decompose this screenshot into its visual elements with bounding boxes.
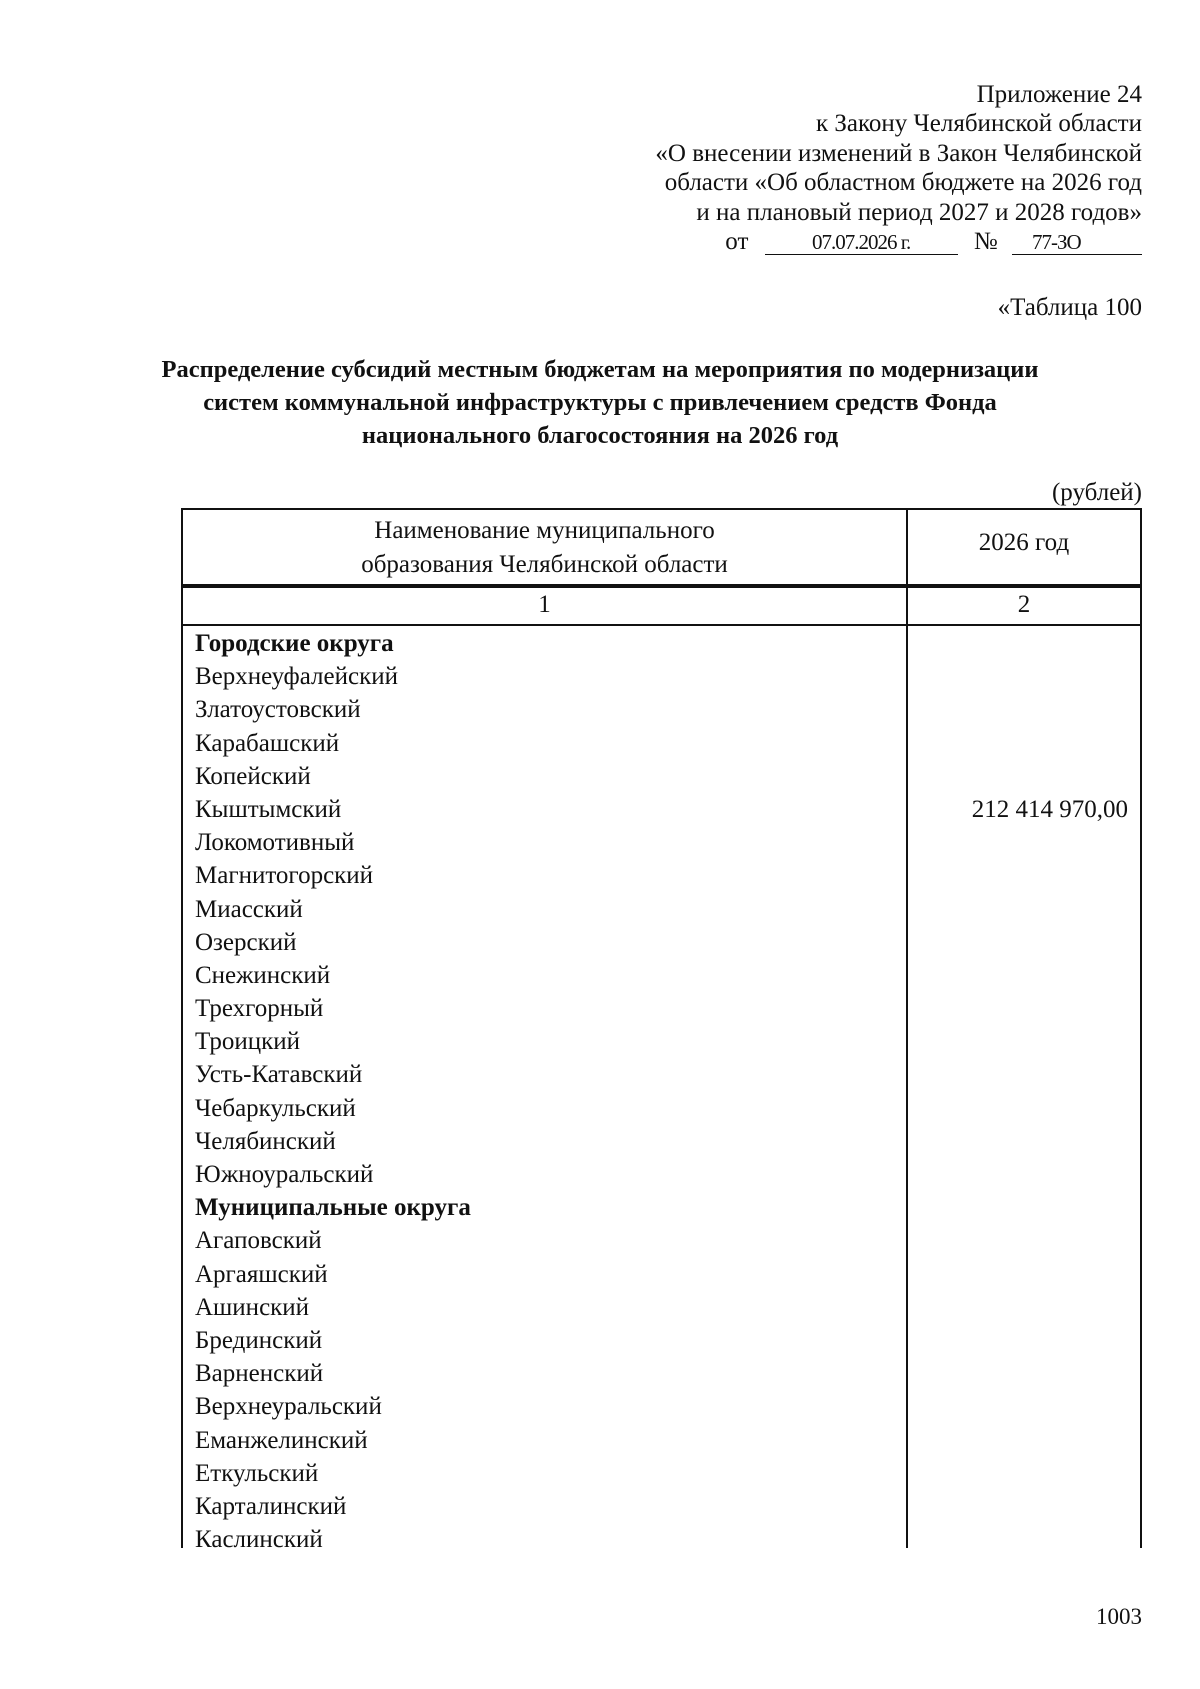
- table-row: Копейский: [195, 762, 311, 790]
- table-row: Аргаяшский: [195, 1260, 328, 1288]
- title-line: Распределение субсидий местным бюджетам на мероприятия по модернизации: [161, 356, 1039, 383]
- subsidy-table: [181, 508, 1142, 1554]
- title-line: систем коммунальной инфраструктуры с привлечением средств Фонда: [203, 389, 997, 416]
- table-row: Верхнеуральский: [195, 1393, 382, 1421]
- header-municipality: [183, 514, 906, 582]
- table-row: Ашинский: [195, 1293, 310, 1321]
- table-row: Чебаркульский: [195, 1094, 356, 1122]
- law-date: 07.07.2026 г.: [765, 230, 958, 255]
- appendix-line: к Закону Челябинской области: [816, 110, 1142, 138]
- table-row: Брединский: [195, 1326, 323, 1354]
- table-row: Еманжелинский: [195, 1426, 368, 1454]
- number-sign: №: [973, 228, 998, 256]
- table-row: Карабашский: [195, 729, 340, 757]
- table-body: [195, 627, 895, 1556]
- appendix-line: области «Об областном бюджете на 2026 год: [664, 169, 1142, 197]
- law-date-line: [502, 227, 1142, 256]
- amount-cell: 212 414 970,00: [971, 796, 1128, 823]
- table-row: Еткульский: [195, 1459, 319, 1487]
- table-row: Трехгорный: [195, 995, 324, 1023]
- appendix-line: «О внесении изменений в Закон Челябинской: [655, 139, 1142, 167]
- table-row: Златоустовский: [195, 696, 361, 724]
- title-line: национального благосостояния на 2026 год: [361, 422, 839, 449]
- table-row: Варненский: [195, 1360, 324, 1388]
- table-row: Магнитогорский: [195, 862, 374, 890]
- table-label: «Таблица 100: [997, 294, 1142, 321]
- table-row: Миасский: [195, 895, 303, 923]
- column-number-2: 2: [1017, 591, 1031, 618]
- table-row: Озерский: [195, 928, 297, 956]
- table-row: Троицкий: [195, 1028, 300, 1056]
- table-row: Верхнеуфалейский: [195, 663, 398, 691]
- table-row: Снежинский: [195, 961, 331, 989]
- appendix-line: и на плановый период 2027 и 2028 годов»: [696, 198, 1142, 226]
- table-row: Каслинский: [195, 1526, 323, 1554]
- column-number-1: 1: [538, 591, 551, 618]
- from-label: от: [725, 228, 749, 256]
- header-line: образования Челябинской области: [361, 551, 728, 578]
- table-row: Усть-Катавский: [195, 1061, 363, 1089]
- table-row: Южноуральский: [195, 1161, 374, 1188]
- header-year: 2026 год: [978, 529, 1070, 556]
- law-number: 77-ЗО: [1012, 230, 1142, 255]
- column-divider: [906, 510, 908, 1548]
- table-row: Агаповский: [195, 1227, 322, 1255]
- appendix-block: [502, 80, 1142, 256]
- appendix-line: Приложение 24: [976, 81, 1142, 108]
- table-row: Локомотивный: [195, 829, 355, 857]
- unit-label: (рублей): [1051, 479, 1142, 506]
- header-line: Наименование муниципального: [374, 517, 715, 544]
- page-number: 1003: [1096, 1604, 1142, 1629]
- document-title: [160, 353, 1040, 452]
- table-row: Кыштымский: [195, 795, 342, 823]
- group-heading: Муниципальные округа: [195, 1194, 471, 1222]
- table-row: Челябинский: [195, 1127, 336, 1155]
- group-heading: Городские округа: [195, 630, 394, 657]
- table-row: Карталинский: [195, 1492, 347, 1520]
